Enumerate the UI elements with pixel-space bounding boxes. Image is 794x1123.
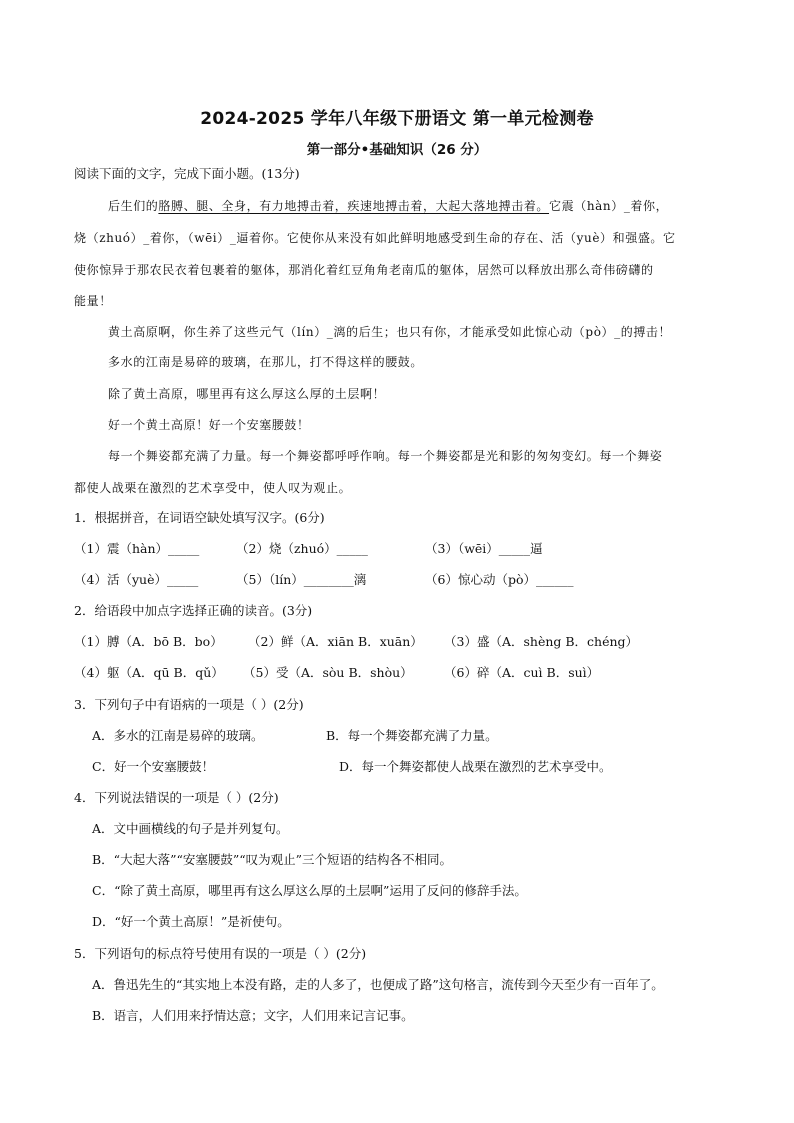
question-1-item: （5）（lín）________漓 (236, 572, 367, 587)
page-title: 2024-2025 学年八年级下册语文 第一单元检测卷 (200, 109, 594, 129)
section-subtitle: 第一部分•基础知识（26 分） (306, 142, 488, 158)
passage-line (108, 197, 668, 215)
passage-text: 它震（hàn）_着你， (549, 199, 669, 213)
question-2-item: （1）膊（A．bō B．bo） (74, 634, 223, 649)
question-4-option-c: C．“除了黄土高原，哪里再有这么厚这么厚的土层啊”运用了反问的修辞手法。 (92, 883, 527, 898)
question-1-item: （1）震（hàn）_____ (74, 541, 200, 556)
passage-line: 都使人战栗在激烈的艺术享受中，使人叹为观止。 (74, 481, 352, 495)
passage-line: 多水的江南是易碎的玻璃，在那儿，打不得这样的腰鼓。 (108, 355, 424, 369)
passage-line: 能量！ (74, 294, 112, 308)
passage-line: 每一个舞姿都充满了力量。每一个舞姿都呼呼作响。每一个舞姿都是光和影的匆匆变幻。每一个舞姿 (108, 449, 663, 463)
passage-line: 除了黄土高原，哪里再有这么厚这么厚的土层啊！ (108, 387, 386, 401)
question-5-option-b: B．语言，人们用来抒情达意；文字，人们用来记言记事。 (92, 1008, 414, 1023)
question-3-option-c: C．好一个安塞腰鼓！ (92, 759, 215, 774)
question-1-item: （4）活（yuè）_____ (74, 572, 199, 587)
question-2-item: （3）盛（A．shèng B．chéng） (444, 634, 639, 649)
passage-line: 好一个黄土高原！好一个安塞腰鼓！ (108, 418, 310, 432)
question-2-stem: 2．给语段中加点字选择正确的读音。(3分) (74, 603, 313, 618)
question-5-stem: 5．下列语句的标点符号使用有误的一项是（ ）(2分) (74, 946, 367, 961)
passage-line: 黄土高原啊，你生养了这些元气（lín）_漓的后生；也只有你，才能承受如此惊心动（pò）_的搏击！ (108, 325, 672, 339)
passage-text: 后生们的 (108, 199, 159, 213)
question-4-option-b: B．“大起大落”“安塞腰鼓”“叹为观止”三个短语的结构各不相同。 (92, 852, 453, 867)
question-5-option-a: A．鲁迅先生的“其实地上本没有路，走的人多了，也便成了路”这句格言，流传到今天至少有一百年了。 (92, 977, 664, 992)
question-4-stem: 4．下列说法错误的一项是（ ）(2分) (74, 790, 279, 805)
question-3-option-b: B．每一个舞姿都充满了力量。 (326, 728, 498, 743)
reading-instruction: 阅读下面的文字，完成下面小题。(13分) (74, 166, 300, 181)
question-2-item: （5）受（A．sòu B．shòu） (243, 665, 413, 680)
question-3-stem: 3．下列句子中有语病的一项是（ ）(2分) (74, 697, 304, 712)
question-3-option-a: A．多水的江南是易碎的玻璃。 (92, 728, 264, 743)
passage-line: 烧（zhuó）_着你，（wēi）_逼着你。它使你从来没有如此鲜明地感受到生命的存在、活（yuè）和强盛。它 (74, 231, 676, 245)
underlined-sentence: 胳膊、腿、全身，有力地搏击着，疾速地搏击着，大起大落地搏击着。 (158, 199, 550, 213)
question-3-option-d: D．每一个舞姿都使人战栗在激烈的艺术享受中。 (339, 759, 612, 774)
question-1-stem: 1．根据拼音，在词语空缺处填写汉字。(6分) (74, 510, 325, 525)
question-4-option-a: A．文中画横线的句子是并列复句。 (92, 821, 289, 836)
question-2-item: （6）碎（A．cuì B．suì） (444, 665, 600, 680)
question-1-item: （2）烧（zhuó）_____ (236, 541, 368, 556)
question-1-item: （6）惊心动（pò）______ (425, 572, 574, 587)
question-1-item: （3）（wēi）_____逼 (425, 541, 543, 556)
passage-line: 使你惊异于那农民衣着包裹着的躯体，那消化着红豆角角老南瓜的躯体，居然可以释放出那么奇伟磅礴的 (74, 263, 654, 277)
question-4-option-d: D．“好一个黄土高原！”是祈使句。 (92, 914, 290, 929)
question-2-item: （4）躯（A．qū B．qǔ） (74, 665, 224, 680)
question-2-item: （2）鲜（A．xiān B．xuān） (248, 634, 423, 649)
